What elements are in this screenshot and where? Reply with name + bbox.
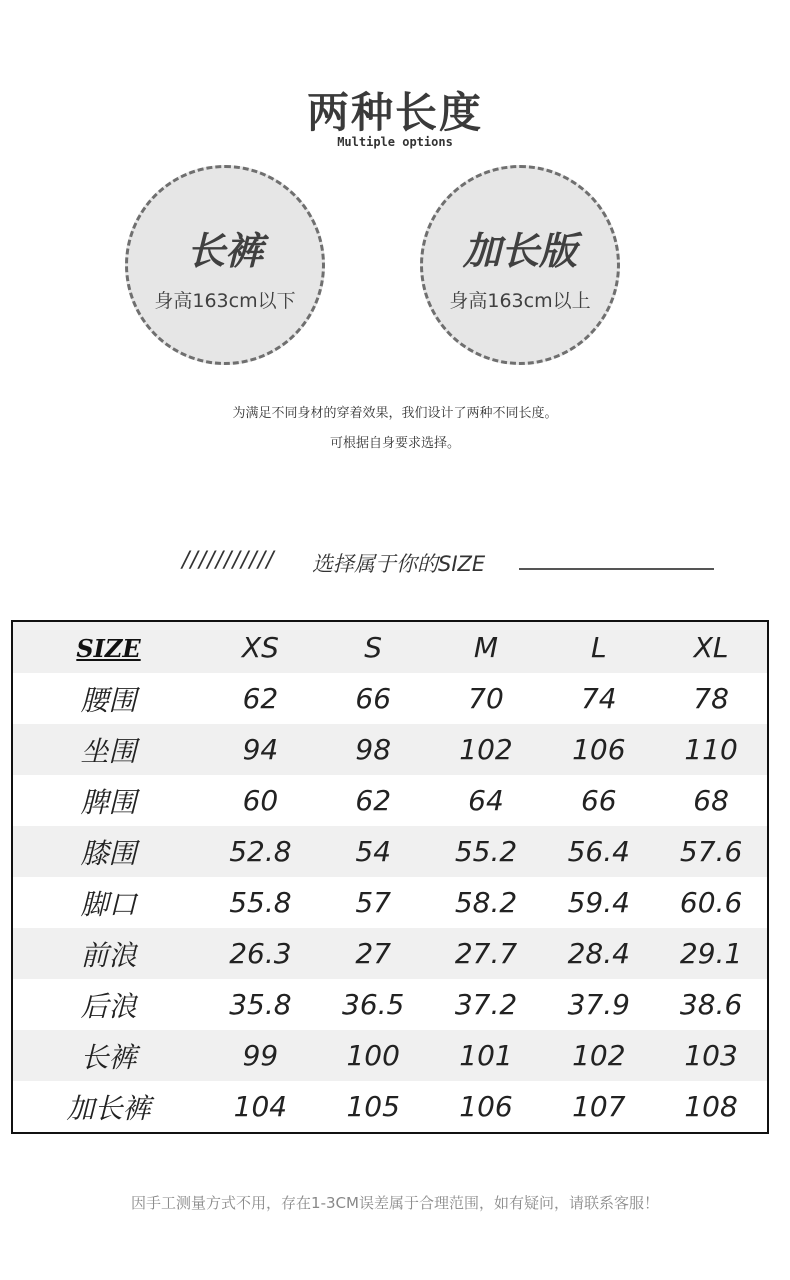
measurement-value: 38.6 (655, 979, 768, 1030)
page-subtitle: Multiple options (337, 135, 453, 149)
measurement-value: 102 (430, 724, 543, 775)
measurement-value: 60 (204, 775, 317, 826)
measurement-value: 94 (204, 724, 317, 775)
table-row (12, 1030, 768, 1081)
measurement-label: 坐围 (12, 724, 204, 775)
measurement-value: 70 (430, 673, 543, 724)
measurement-label: 后浪 (12, 979, 204, 1030)
size-label-text: SIZE (76, 634, 141, 663)
table-row (12, 1081, 768, 1133)
size-col-l: L (542, 621, 655, 673)
table-row (12, 775, 768, 826)
measurement-value: 36.5 (317, 979, 430, 1030)
size-col-s: S (317, 621, 430, 673)
measurement-value: 52.8 (204, 826, 317, 877)
measurement-value: 59.4 (542, 877, 655, 928)
measurement-value: 60.6 (655, 877, 768, 928)
table-row (12, 826, 768, 877)
option-height-note: 身高163cm以上 (449, 290, 591, 312)
measurement-value: 66 (542, 775, 655, 826)
measurement-value: 110 (655, 724, 768, 775)
measurement-label: 前浪 (12, 928, 204, 979)
measurement-value: 99 (204, 1030, 317, 1081)
measurement-value: 28.4 (542, 928, 655, 979)
measurement-value: 35.8 (204, 979, 317, 1030)
measurement-value: 101 (430, 1030, 543, 1081)
measurement-value: 27 (317, 928, 430, 979)
option-circle-regular (125, 165, 325, 365)
measurement-value: 104 (204, 1081, 317, 1133)
measurement-value: 37.9 (542, 979, 655, 1030)
page-title: 两种长度 (306, 88, 483, 137)
measurement-value: 98 (317, 724, 430, 775)
measurement-value: 62 (317, 775, 430, 826)
measurement-label: 脾围 (12, 775, 204, 826)
measurement-value: 105 (317, 1081, 430, 1133)
measurement-value: 64 (430, 775, 543, 826)
option-circle-long (420, 165, 620, 365)
measurement-label: 脚口 (12, 877, 204, 928)
table-row (12, 724, 768, 775)
option-name: 加长版 (462, 229, 577, 273)
measurement-value: 106 (542, 724, 655, 775)
measurement-value: 57 (317, 877, 430, 928)
measurement-value: 37.2 (430, 979, 543, 1030)
measurement-value: 62 (204, 673, 317, 724)
measurement-label: 长裤 (12, 1030, 204, 1081)
measurement-value: 29.1 (655, 928, 768, 979)
measurement-value: 103 (655, 1030, 768, 1081)
size-table (11, 620, 769, 1134)
selector-slashes: /////////// (182, 548, 275, 573)
measurement-value: 107 (542, 1081, 655, 1133)
description-line-1: 为满足不同身材的穿着效果，我们设计了两种不同长度。 (232, 406, 558, 421)
table-row (12, 673, 768, 724)
measurement-value: 56.4 (542, 826, 655, 877)
measurement-value: 57.6 (655, 826, 768, 877)
measurement-value: 74 (542, 673, 655, 724)
measurement-value: 55.8 (204, 877, 317, 928)
option-height-note: 身高163cm以下 (154, 290, 296, 312)
table-row (12, 928, 768, 979)
measurement-value: 27.7 (430, 928, 543, 979)
measurement-value: 55.2 (430, 826, 543, 877)
size-header-row (12, 621, 768, 673)
description-line-2: 可根据自身要求选择。 (329, 436, 460, 451)
measurement-value: 66 (317, 673, 430, 724)
measurement-value: 58.2 (430, 877, 543, 928)
size-col-xs: XS (204, 621, 317, 673)
size-col-m: M (430, 621, 543, 673)
table-row (12, 877, 768, 928)
selector-heading: 选择属于你的SIZE (312, 552, 486, 576)
measurement-value: 54 (317, 826, 430, 877)
option-name: 长裤 (186, 229, 263, 273)
measurement-label: 膝围 (12, 826, 204, 877)
measurement-value: 100 (317, 1030, 430, 1081)
measurement-value: 106 (430, 1081, 543, 1133)
measurement-value: 78 (655, 673, 768, 724)
size-col-xl: XL (655, 621, 768, 673)
measurement-value: 68 (655, 775, 768, 826)
measurement-label: 腰围 (12, 673, 204, 724)
footer-note: 因手工测量方式不用，存在1-3CM误差属于合理范围，如有疑问，请联系客服！ (131, 1194, 659, 1212)
measurement-label: 加长裤 (12, 1081, 204, 1133)
selector-divider (519, 568, 714, 570)
measurement-value: 108 (655, 1081, 768, 1133)
table-row (12, 979, 768, 1030)
measurement-value: 102 (542, 1030, 655, 1081)
size-header-label (12, 621, 204, 673)
measurement-value: 26.3 (204, 928, 317, 979)
